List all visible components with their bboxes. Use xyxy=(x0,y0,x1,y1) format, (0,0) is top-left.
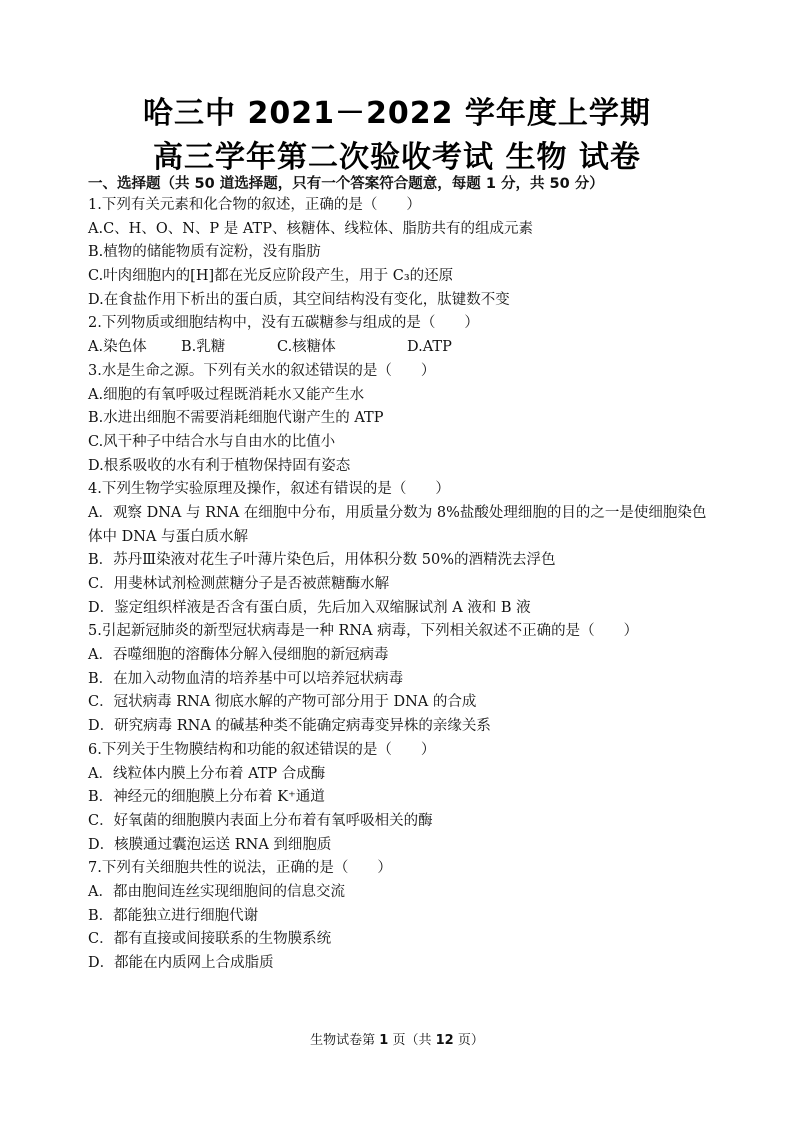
exam-title-line1: 哈三中 2021－2022 学年度上学期 xyxy=(143,96,651,131)
question-3-option-a: A.细胞的有氧呼吸过程既消耗水又能产生水 xyxy=(88,386,365,403)
question-2-option-b: B.乳糖 xyxy=(181,339,226,356)
question-6-option-b: B．神经元的细胞膜上分布着 K⁺通道 xyxy=(88,789,325,806)
question-4-option-c: C．用斐林试剂检测蔗糖分子是否被蔗糖酶水解 xyxy=(88,576,390,593)
question-4-stem: 4.下列生物学实验原理及操作，叙述有错误的是（ ） xyxy=(88,481,450,498)
question-7-option-c: C．都有直接或间接联系的生物膜系统 xyxy=(88,931,332,948)
question-1-option-d: D.在食盐作用下析出的蛋白质，其空间结构没有变化，肽键数不变 xyxy=(88,291,510,308)
question-4-option-a: A．观察 DNA 与 RNA 在细胞中分布，用质量分数为 8%盐酸处理细胞的目的之一是使细胞染色体中 DNA 与蛋白质水解 xyxy=(88,504,707,545)
footer-total-pages: 12 xyxy=(435,1033,454,1048)
question-7-option-d: D．都能在内质网上合成脂质 xyxy=(88,955,274,972)
question-2-stem: 2.下列物质或细胞结构中，没有五碳糖参与组成的是（ ） xyxy=(88,315,479,332)
question-5-option-d: D．研究病毒 RNA 的碱基种类不能确定病毒变异株的亲缘关系 xyxy=(88,718,491,735)
question-1-stem: 1.下列有关元素和化合物的叙述，正确的是（ ） xyxy=(88,197,421,213)
question-3-option-b: B.水进出细胞不需要消耗细胞代谢产生的 ATP xyxy=(88,410,384,427)
footer-page-number: 1 xyxy=(379,1033,389,1048)
question-4-option-d: D．鉴定组织样液是否含有蛋白质，先后加入双缩脲试剂 A 液和 B 液 xyxy=(88,599,531,616)
question-1-option-a: A.C、H、O、N、P 是 ATP、核糖体、线粒体、脂肪共有的组成元素 xyxy=(88,220,533,237)
question-3-option-c: C.风干种子中结合水与自由水的比值小 xyxy=(88,433,336,450)
exam-title-line2: 高三学年第二次验收考试 生物 试卷 xyxy=(153,140,641,175)
footer-prefix: 生物试卷第 xyxy=(310,1033,380,1048)
question-5-option-a: A．吞噬细胞的溶酶体分解入侵细胞的新冠病毒 xyxy=(88,647,389,664)
question-4-option-b: B．苏丹Ⅲ染液对花生子叶薄片染色后，用体积分数 50%的酒精洗去浮色 xyxy=(88,552,556,569)
section-heading: 一、选择题（共 50 道选择题，只有一个答案符合题意，每题 1 分，共 50 分） xyxy=(88,176,604,192)
question-6-option-a: A．线粒体内膜上分布着 ATP 合成酶 xyxy=(88,765,326,782)
page-footer xyxy=(0,1029,794,1048)
question-2-options xyxy=(88,336,718,360)
question-6-stem: 6.下列关于生物膜结构和功能的叙述错误的是（ ） xyxy=(88,741,436,758)
question-6-option-d: D．核膜通过囊泡运送 RNA 到细胞质 xyxy=(88,836,332,853)
question-5-option-c: C．冠状病毒 RNA 彻底水解的产物可部分用于 DNA 的合成 xyxy=(88,694,477,711)
question-2-option-a: A.染色体 xyxy=(88,339,147,356)
questions-body xyxy=(88,194,718,976)
question-6-option-c: C．好氧菌的细胞膜内表面上分布着有氧呼吸相关的酶 xyxy=(88,812,433,829)
question-1-option-c: C.叶肉细胞内的[H]都在光反应阶段产生，用于 C₃的还原 xyxy=(88,268,454,285)
question-7-stem: 7.下列有关细胞共性的说法，正确的是（ ） xyxy=(88,860,392,877)
question-7-option-b: B．都能独立进行细胞代谢 xyxy=(88,907,259,924)
question-1-option-b: B.植物的储能物质有淀粉，没有脂肪 xyxy=(88,244,321,261)
question-2-option-d: D.ATP xyxy=(407,339,452,356)
footer-suffix: 页） xyxy=(453,1033,484,1048)
question-7-option-a: A．都由胞间连丝实现细胞间的信息交流 xyxy=(88,883,345,900)
question-3-option-d: D.根系吸收的水有利于植物保持固有姿态 xyxy=(88,457,351,474)
question-5-option-b: B．在加入动物血清的培养基中可以培养冠状病毒 xyxy=(88,670,404,687)
question-2-option-c: C.核糖体 xyxy=(277,339,336,356)
footer-middle: 页（共 xyxy=(388,1033,436,1048)
question-3-stem: 3.水是生命之源。下列有关水的叙述错误的是（ ） xyxy=(88,362,436,379)
question-5-stem: 5.引起新冠肺炎的新型冠状病毒是一种 RNA 病毒，下列相关叙述不正确的是（ ） xyxy=(88,623,639,640)
